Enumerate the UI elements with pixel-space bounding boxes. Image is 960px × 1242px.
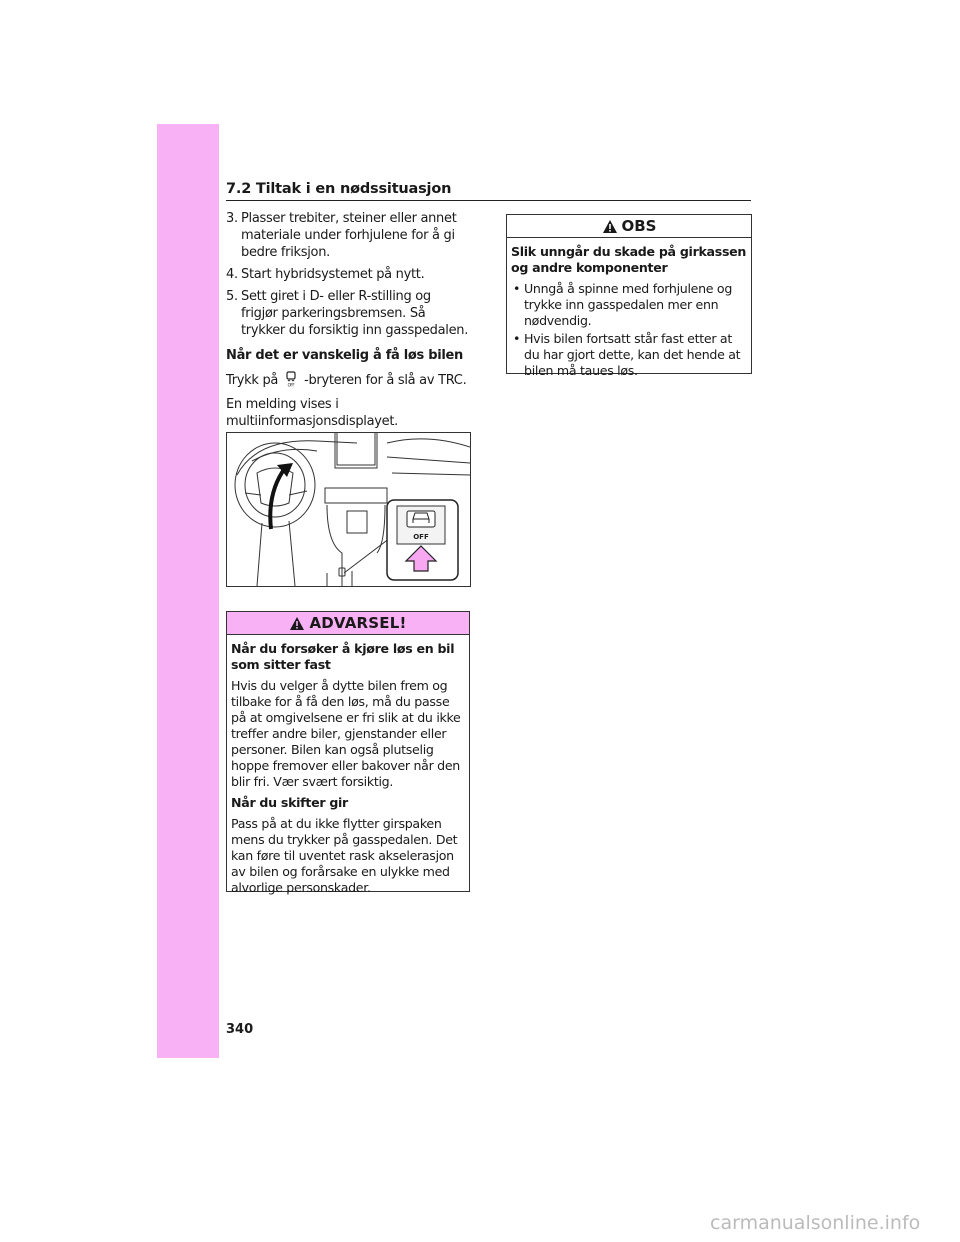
warning-heading-1: Når du forsøker å kjøre løs en bil som sitter fast [231,641,455,672]
notice-bullet-1: • Unngå å spinne med forhjulene og trykke inn gasspedalen mer enn nødvendig. [513,281,733,328]
warning-text-2: Pass på at du ikke flytter girspaken mens du trykker på gasspedalen. Det kan føre til uventet rask akselerasjon av bilen og forårsake en ulykke med alvorlige personskader. [231,816,458,895]
page-number: 340 [226,1022,254,1037]
notice-header [507,215,751,238]
notice-bullet-2: • Hvis bilen fortsatt står fast etter at du har gjort dette, kan det hende at bilen må taues løs. [513,331,741,378]
warning-box [226,611,470,895]
warning-triangle-icon [289,616,305,631]
stuck-heading: Når det er vanskelig å få løs bilen [226,348,463,363]
notice-title: OBS [621,217,657,235]
message-text: En melding vises i multiinformasjonsdisplayet. [226,397,398,429]
svg-text:OFF: OFF [287,382,295,387]
caution-triangle-icon [602,219,618,234]
section-header [226,178,751,201]
dashboard-illustration [226,432,471,587]
step-5: 5. Sett giret i D- eller R-stilling og frigjør parkeringsbremsen. Så trykker du forsiktig inn gasspedalen. [226,289,469,338]
warning-heading-2: Når du skifter gir [231,795,348,810]
step-text: Sett giret i D- eller R-stilling og frigjør parkeringsbremsen. Så trykker du forsiktig inn gasspedalen. [241,289,469,338]
left-column [226,210,470,437]
notice-heading: Slik unngår du skade på girkassen og andre komponenter [511,244,747,275]
off-label: OFF [413,533,429,541]
notice-box [506,214,752,378]
warning-header [227,612,469,635]
step-text: Plasser trebiter, steiner eller annet materiale under forhjulene for å gi bedre friksjon. [241,211,457,260]
section-title: 7.2 Tiltak i en nødssituasjon [226,181,452,197]
chapter-sidebar-tab [157,124,219,1058]
step-4: 4. Start hybridsystemet på nytt. [226,267,425,282]
warning-text-1: Hvis du velger å dytte bilen frem og tilbake for å få den løs, må du passe på at omgivelsene er fri slik at du ikke treffer andre biler, gjenstander eller personer. Bilen kan også plutselig hoppe fremover eller bakover når den blir fri. Vær svært forsiktig. [231,678,461,789]
step-3: 3. Plasser trebiter, steiner eller annet materiale under forhjulene for å gi bedre friksjon. [226,211,457,260]
press-instruction: Trykk på OFF -bryteren for å slå av TRC. [226,373,467,388]
trc-off-icon [284,371,298,387]
watermark: carmanualsonline.info [710,1212,921,1234]
warning-title: ADVARSEL! [309,614,407,632]
step-text: Start hybridsystemet på nytt. [241,267,425,282]
dashboard-drawing [227,433,470,586]
